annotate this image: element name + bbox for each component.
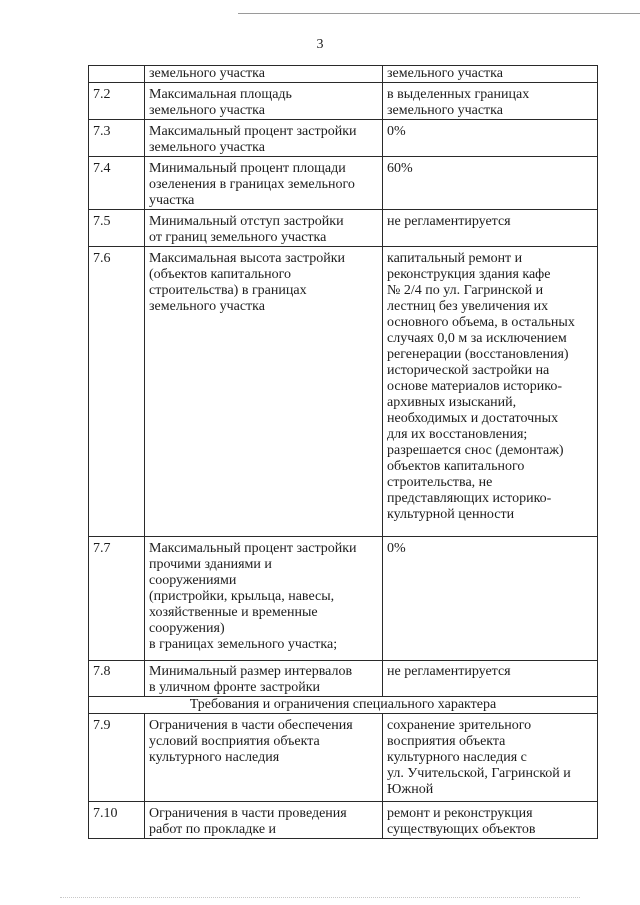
parameter-cell-line: в границах земельного участка; bbox=[149, 637, 338, 652]
parameter-cell-line: хозяйственные и временные bbox=[149, 605, 318, 620]
value-cell-line: 60% bbox=[387, 161, 413, 176]
scan-artifact-line bbox=[60, 897, 580, 899]
parameter-cell bbox=[145, 537, 383, 661]
parameter-cell-line: земельного участка bbox=[149, 66, 265, 81]
row-number: 7.2 bbox=[89, 83, 145, 120]
value-cell-line: лестниц без увеличения их bbox=[387, 299, 549, 314]
value-cell bbox=[383, 714, 598, 802]
parameter-cell-line: Минимальный размер интервалов bbox=[149, 664, 353, 679]
value-cell bbox=[383, 661, 598, 697]
parameter-cell-line: работ по прокладке и bbox=[149, 822, 277, 837]
value-cell-line: не регламентируется bbox=[387, 214, 511, 229]
table-row bbox=[89, 714, 598, 802]
parameter-cell bbox=[145, 210, 383, 247]
value-cell-line: основного объема, в остальных bbox=[387, 315, 575, 330]
parameter-cell-line: сооружения) bbox=[149, 621, 225, 636]
value-cell-line: исторической застройки на bbox=[387, 363, 550, 378]
row-number: 7.7 bbox=[89, 537, 145, 661]
value-cell-line: регенерации (восстановления) bbox=[387, 347, 569, 362]
parameter-cell-line: Ограничения в части проведения bbox=[149, 806, 347, 821]
row-number: 7.5 bbox=[89, 210, 145, 247]
value-cell-line: ремонт и реконструкция bbox=[387, 806, 533, 821]
table-row bbox=[89, 210, 598, 247]
value-cell bbox=[383, 537, 598, 661]
parameter-cell-line: Максимальная высота застройки bbox=[149, 251, 346, 266]
value-cell-line: существующих объектов bbox=[387, 822, 536, 837]
value-cell bbox=[383, 83, 598, 120]
table-row bbox=[89, 66, 598, 83]
table-row bbox=[89, 83, 598, 120]
value-cell bbox=[383, 120, 598, 157]
parameter-cell bbox=[145, 714, 383, 802]
page-number: 3 bbox=[316, 37, 324, 52]
value-cell-line: культурной ценности bbox=[387, 507, 515, 522]
value-cell-line: основе материалов историко- bbox=[387, 379, 563, 394]
value-cell bbox=[383, 802, 598, 839]
value-cell bbox=[383, 66, 598, 83]
value-cell-line: необходимых и достаточных bbox=[387, 411, 559, 426]
table-row bbox=[89, 802, 598, 839]
value-cell-line: в выделенных границах bbox=[387, 87, 530, 102]
parameter-cell-line: в уличном фронте застройки bbox=[149, 680, 321, 695]
table-row bbox=[89, 120, 598, 157]
parameter-cell-line: Максимальная площадь bbox=[149, 87, 292, 102]
row-number: 7.3 bbox=[89, 120, 145, 157]
value-cell-line: Южной bbox=[387, 782, 434, 797]
parameter-cell bbox=[145, 661, 383, 697]
value-cell-line: капитальный ремонт и bbox=[387, 251, 523, 266]
parameter-cell-line: Максимальный процент застройки bbox=[149, 541, 357, 556]
section-heading: Требования и ограничения специального характера bbox=[89, 697, 598, 714]
table-row bbox=[89, 247, 598, 537]
value-cell bbox=[383, 247, 598, 537]
value-cell-line: разрешается снос (демонтаж) bbox=[387, 443, 564, 458]
row-number: 7.8 bbox=[89, 661, 145, 697]
value-cell-line: восприятия объекта bbox=[387, 734, 506, 749]
parameter-cell-line: (объектов капитального bbox=[149, 267, 292, 282]
table-row bbox=[89, 661, 598, 697]
parameter-cell-line: (пристройки, крыльца, навесы, bbox=[149, 589, 335, 604]
table-row bbox=[89, 697, 598, 714]
value-cell-line: представляющих историко- bbox=[387, 491, 552, 506]
parameter-cell-line: условий восприятия объекта bbox=[149, 734, 320, 749]
value-cell-line: строительства, не bbox=[387, 475, 493, 490]
value-cell-line: культурного наследия с bbox=[387, 750, 527, 765]
parameter-cell bbox=[145, 157, 383, 210]
value-cell-line: не регламентируется bbox=[387, 664, 511, 679]
parameter-cell-line: строительства) в границах bbox=[149, 283, 307, 298]
parameter-cell-line: сооружениями bbox=[149, 573, 237, 588]
parameter-cell-line: Минимальный процент площади bbox=[149, 161, 346, 176]
row-number: 7.10 bbox=[89, 802, 145, 839]
value-cell bbox=[383, 210, 598, 247]
top-rule bbox=[238, 13, 640, 14]
row-number bbox=[89, 66, 145, 83]
value-cell-line: архивных изысканий, bbox=[387, 395, 517, 410]
parameter-cell-line: участка bbox=[149, 193, 195, 208]
parameter-cell bbox=[145, 66, 383, 83]
parameter-cell-line: культурного наследия bbox=[149, 750, 280, 765]
parameter-cell-line: от границ земельного участка bbox=[149, 230, 327, 245]
value-cell-line: № 2/4 по ул. Гагринской и bbox=[387, 283, 544, 298]
value-cell bbox=[383, 157, 598, 210]
parameter-cell bbox=[145, 247, 383, 537]
value-cell-line: земельного участка bbox=[387, 66, 503, 81]
row-number: 7.4 bbox=[89, 157, 145, 210]
value-cell-line: ул. Учительской, Гагринской и bbox=[387, 766, 571, 781]
parameter-cell-line: земельного участка bbox=[149, 103, 265, 118]
value-cell-line: 0% bbox=[387, 541, 406, 556]
parameter-cell bbox=[145, 120, 383, 157]
table-row bbox=[89, 157, 598, 210]
parameter-cell-line: озеленения в границах земельного bbox=[149, 177, 355, 192]
value-cell-line: 0% bbox=[387, 124, 406, 139]
parameter-cell-line: Минимальный отступ застройки bbox=[149, 214, 344, 229]
row-number: 7.9 bbox=[89, 714, 145, 802]
parameter-cell bbox=[145, 83, 383, 120]
value-cell-line: сохранение зрительного bbox=[387, 718, 532, 733]
value-cell-line: объектов капитального bbox=[387, 459, 525, 474]
parameter-cell-line: земельного участка bbox=[149, 299, 265, 314]
parameter-cell-line: прочими зданиями и bbox=[149, 557, 272, 572]
value-cell-line: земельного участка bbox=[387, 103, 503, 118]
parameter-cell-line: Максимальный процент застройки bbox=[149, 124, 357, 139]
value-cell-line: случаях 0,0 м за исключением bbox=[387, 331, 567, 346]
row-number: 7.6 bbox=[89, 247, 145, 537]
table-row bbox=[89, 537, 598, 661]
value-cell-line: реконструкция здания кафе bbox=[387, 267, 551, 282]
parameter-cell-line: Ограничения в части обеспечения bbox=[149, 718, 353, 733]
requirements-table bbox=[88, 65, 598, 839]
parameter-cell-line: земельного участка bbox=[149, 140, 265, 155]
parameter-cell bbox=[145, 802, 383, 839]
value-cell-line: для их восстановления; bbox=[387, 427, 528, 442]
